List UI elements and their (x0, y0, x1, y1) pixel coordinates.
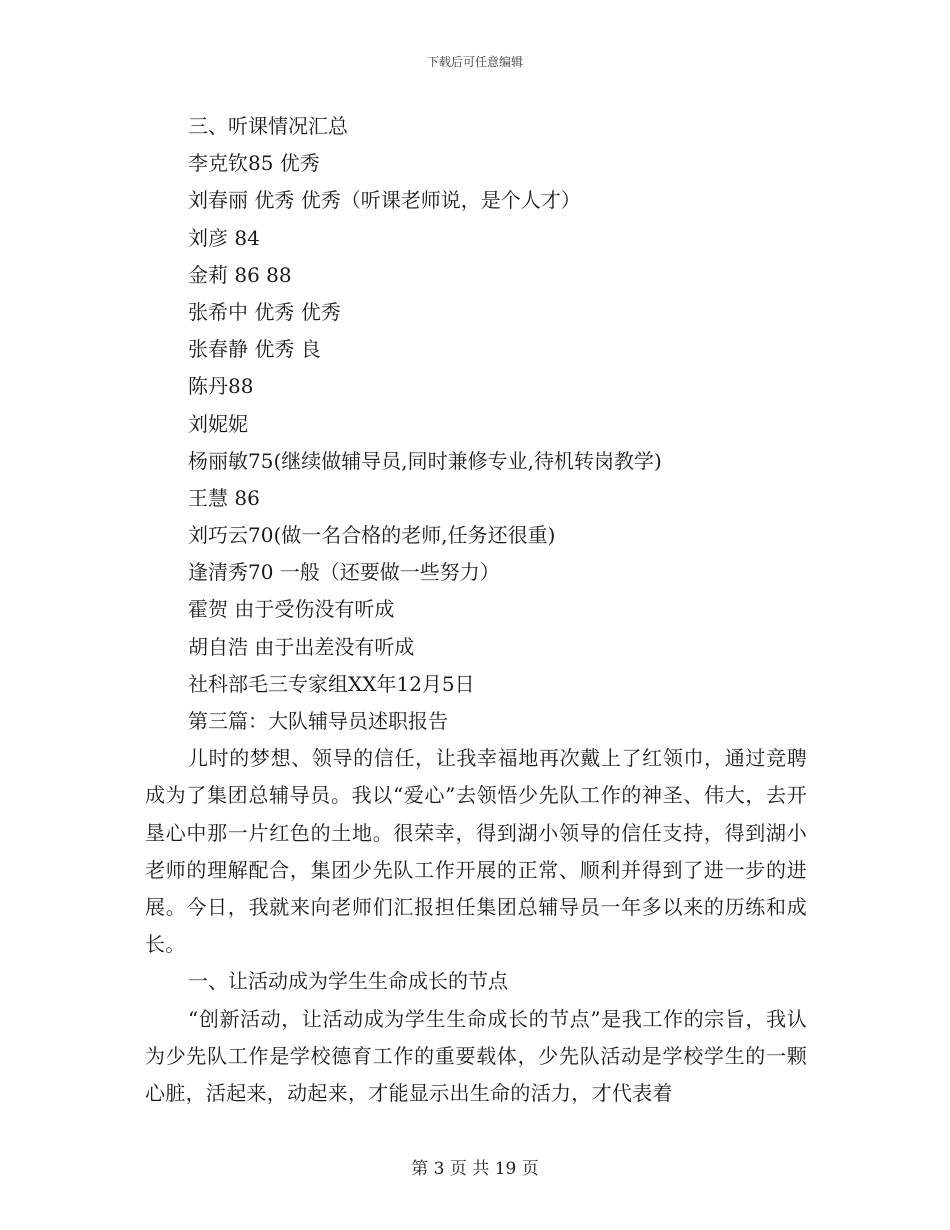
article-title: 第三篇：大队辅导员述职报告 (188, 709, 448, 733)
result-line: 金莉 86 88 (188, 262, 292, 287)
result-line: 胡自浩 由于出差没有听成 (188, 634, 415, 659)
result-line: 霍贺 由于受伤没有听成 (188, 597, 395, 622)
result-line: 逢清秀70 一般（还要做一些努力） (188, 560, 500, 585)
document-body (145, 108, 807, 1112)
section-heading-listening-summary: 三、听课情况汇总 (188, 114, 348, 138)
result-line: 刘彦 84 (188, 225, 260, 250)
body-paragraph: “创新活动，让活动成为学生生命成长的节点”是我工作的宗旨，我认为少先队工作是学校德育工作的重要载体，少先队活动是学校学生的一颗心脏，活起来，动起来，才能显示出生命的活力，才代表着 (145, 1006, 807, 1105)
result-line: 杨丽敏75(继续做辅导员,同时兼修专业,待机转岗教学) (188, 448, 662, 473)
result-line: 刘巧云70(做一名合格的老师,任务还很重) (188, 523, 556, 548)
subsection-heading: 一、让活动成为学生生命成长的节点 (188, 969, 508, 994)
result-line: 李克钦85 优秀 (188, 151, 320, 176)
result-line: 张春静 优秀 良 (188, 337, 321, 362)
result-line: 陈丹88 (188, 374, 254, 399)
body-paragraph: 儿时的梦想、领导的信任，让我幸福地再次戴上了红领巾，通过竞聘成为了集团总辅导员。我以“爱心”去领悟少先队工作的神圣、伟大，去开垦心中那一片红色的土地。很荣幸，得到湖小领导的信任支持，得到湖小老师的理解配合，集团少先队工作开展的正常、顺利并得到了进一步的进展。今日，我就来向老师们汇报担任集团总辅导员一年多以来的历练和成长。 (145, 746, 807, 957)
result-line: 刘春丽 优秀 优秀（听课老师说，是个人才） (188, 188, 581, 213)
page-header: 下载后可任意编辑 (426, 55, 523, 69)
result-line: 刘妮妮 (188, 411, 248, 436)
page-footer: 第 3 页 共 19 页 (411, 1159, 539, 1179)
result-line: 张希中 优秀 优秀 (188, 299, 341, 324)
signature-date-line: 社科部毛三专家组XX年12月5日 (188, 671, 475, 696)
result-line: 王慧 86 (188, 485, 260, 510)
